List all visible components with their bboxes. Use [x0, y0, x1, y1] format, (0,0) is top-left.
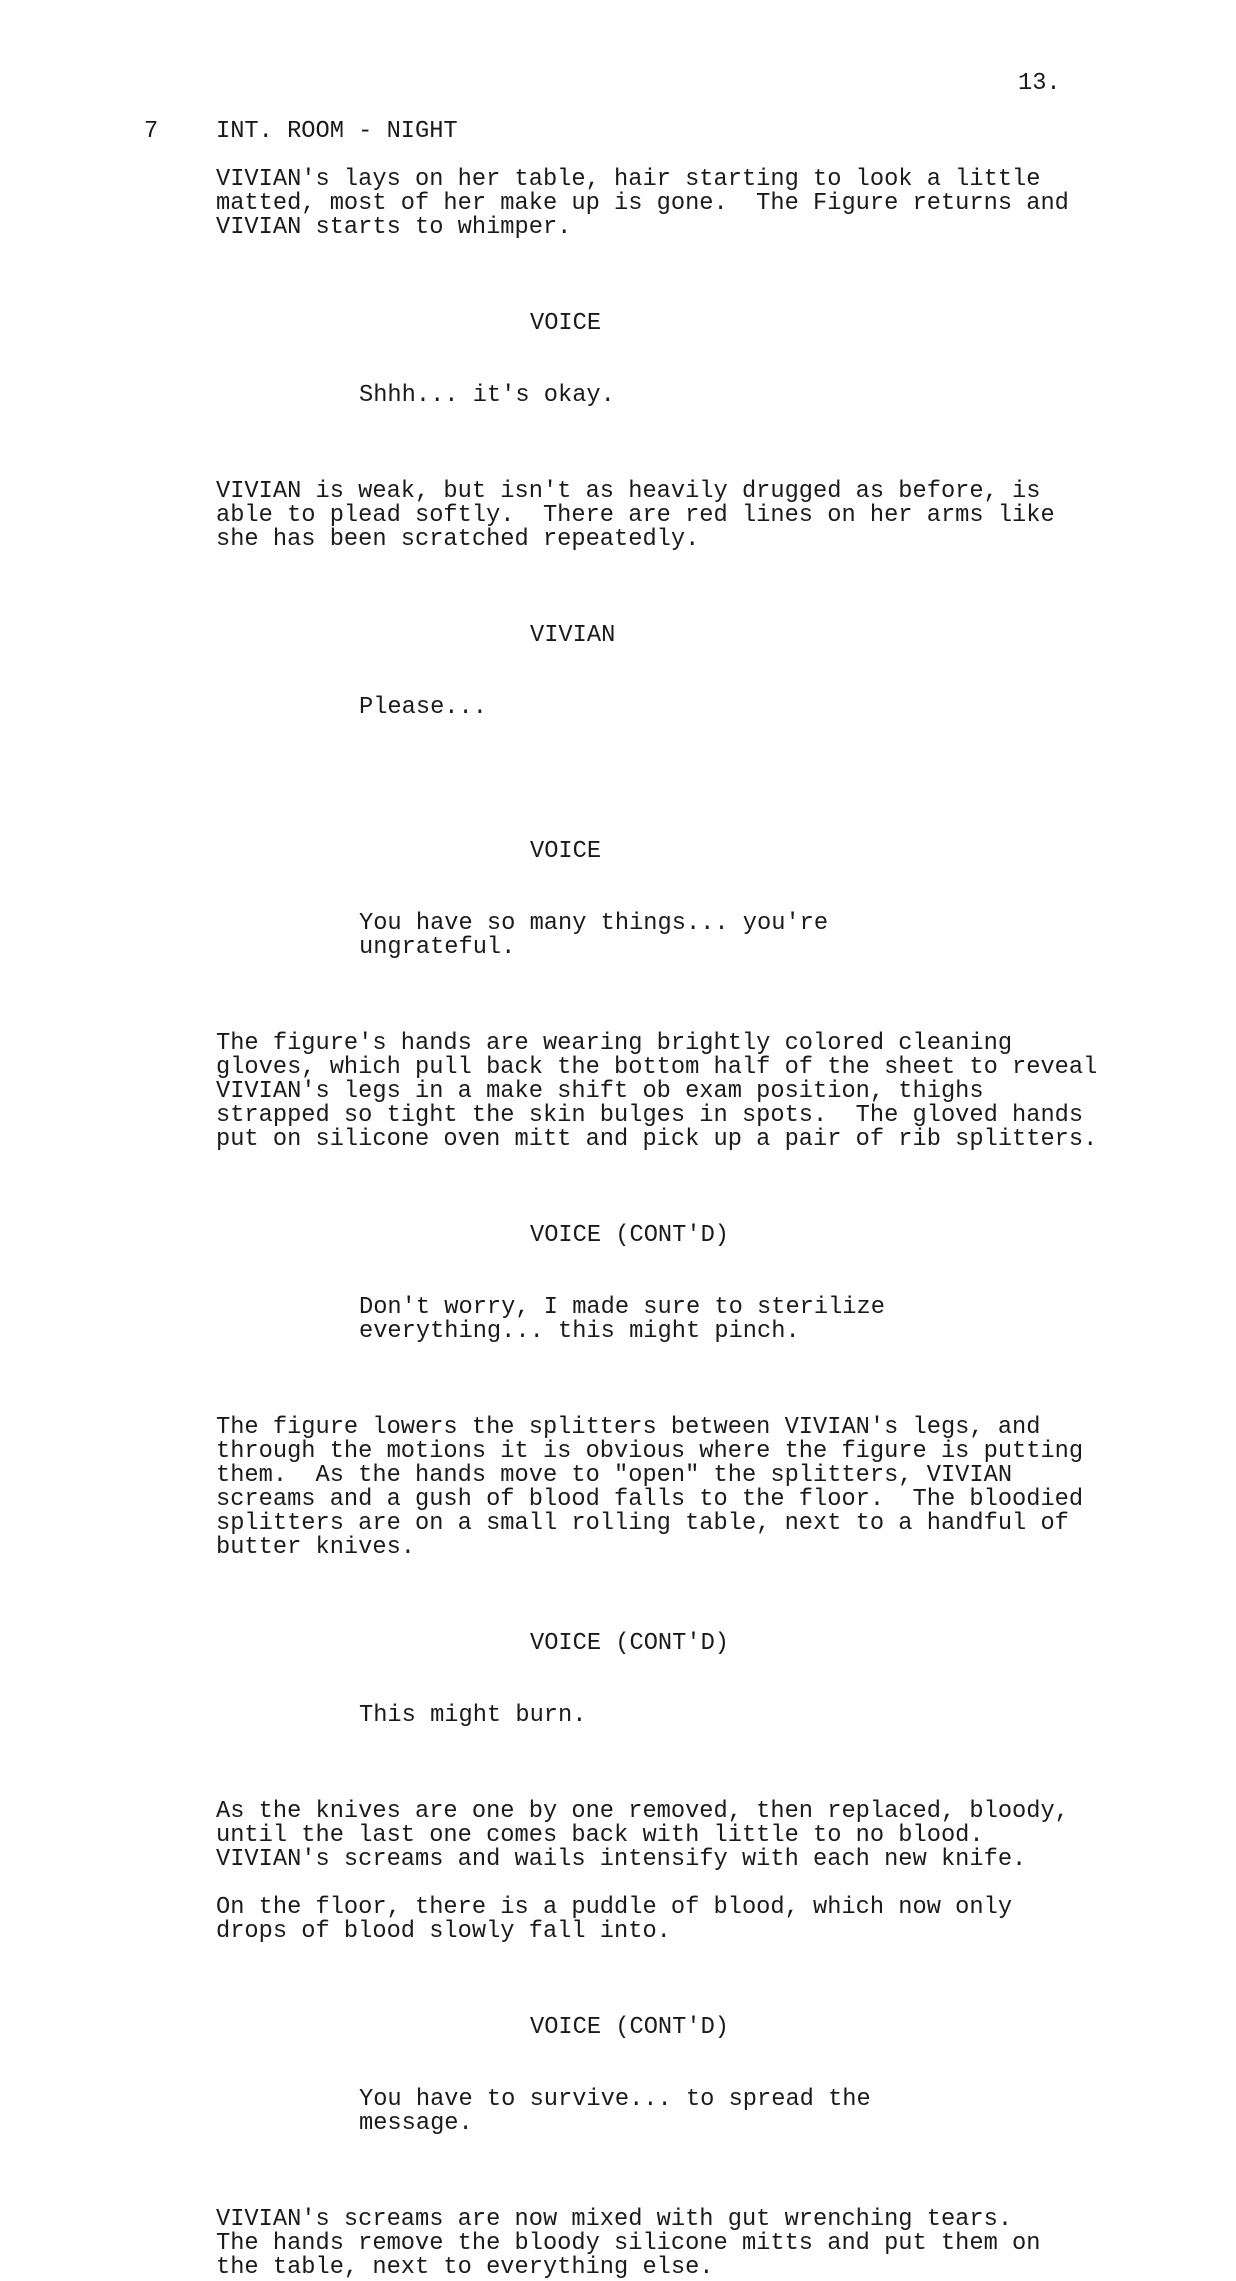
page-number: 13. [1018, 70, 1061, 97]
action-line: VIVIAN is weak, but isn't as heavily drugged as before, is able to plead softly. There are red lines on her arms like she has been scratched repeatedly. [216, 478, 1055, 553]
dialogue-block [0, 1968, 1236, 2184]
action-line: As the knives are one by one removed, then replaced, bloody, until the last one comes back with little to no blood. VIVIAN's screams and wails intensify with each new knife. [216, 1798, 1069, 1873]
action-line: VIVIAN's screams are now mixed with gut wrenching tears. The hands remove the bloody silicone mitts and put them on the table, next to everything else. [216, 2206, 1041, 2281]
dialogue-block [0, 576, 1236, 768]
dialogue-line: This might burn. [359, 1702, 587, 1729]
action-line: The figure's hands are wearing brightly colored cleaning gloves, which pull back the bottom half of the sheet to reveal VIVIAN's legs in a make shift ob exam position, thighs strapped so tight the skin bulges in spots. The gloved hands put on silicone oven mitt and pick up a pair of rib splitters. [216, 1030, 1098, 1153]
dialogue-block [0, 1176, 1236, 1392]
character-cue: VOICE (CONT'D) [530, 2014, 730, 2041]
scene-number: 7 [144, 118, 159, 145]
dialogue-block [0, 264, 1236, 456]
character-cue: VOICE [530, 838, 602, 865]
character-cue: VOICE [530, 310, 602, 337]
character-cue: VOICE (CONT'D) [530, 1630, 730, 1657]
dialogue-block [0, 792, 1236, 1008]
scene-heading: INT. ROOM - NIGHT [216, 118, 458, 145]
dialogue-line: You have to survive... to spread the message. [359, 2086, 871, 2137]
dialogue-block [0, 1584, 1236, 1776]
action-line: On the floor, there is a puddle of blood, which now only drops of blood slowly fall into. [216, 1894, 1013, 1945]
character-cue: VOICE (CONT'D) [530, 1222, 730, 1249]
action-line: VIVIAN's lays on her table, hair starting to look a little matted, most of her make up is gone. The Figure returns and VIVIAN starts to whimper. [216, 166, 1069, 241]
dialogue-line: You have so many things... you're ungrateful. [359, 910, 829, 961]
character-cue: VIVIAN [530, 622, 616, 649]
script-body [0, 120, 1236, 2280]
dialogue-line: Shhh... it's okay. [359, 382, 615, 409]
action-line: The figure lowers the splitters between VIVIAN's legs, and through the motions it is obvious where the figure is putting them. As the hands move to "open" the splitters, VIVIAN screams and a gush of blood falls to the floor. The bloodied splitters are on a small rolling table, next to a handful of butter knives. [216, 1414, 1084, 1561]
dialogue-line: Don't worry, I made sure to sterilize everything... this might pinch. [359, 1294, 885, 1345]
dialogue-line: Please... [359, 694, 487, 721]
